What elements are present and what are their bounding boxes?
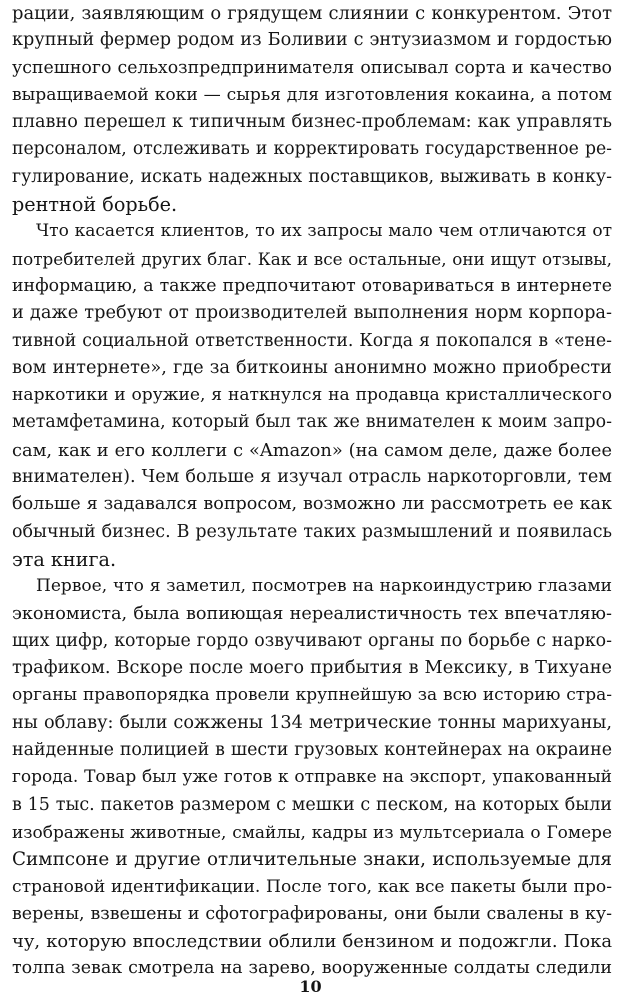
text-line: успешного сельхозпредпринимателя описывал сорта и качество [12,57,612,78]
text-line: тивной социальной ответственности. Когда я покопался в «тене- [12,330,612,351]
text-line: обычный бизнес. В результате таких размышлений и появилась [12,521,612,542]
text-line: экономиста, была вопиющая нереалистичность тех впечатляю- [12,603,612,624]
text-line: ны облаву: были сожжены 134 метрические тонны марихуаны, [12,712,612,733]
text-line: рентной борьбе. [12,193,178,217]
text-line: плавно перешел к типичным бизнес-проблемам: как управлять [12,112,612,133]
text-line: в 15 тыс. пакетов размером с мешки с песком, на которых были [12,794,612,815]
text-line: крупный фермер родом из Боливии с энтузиазмом и гордостью [12,30,612,51]
text-line: рации, заявляющим о грядущем слиянии с конкурентом. Этот [12,3,612,24]
text-line: Первое, что я заметил, посмотрев на наркоиндустрию глазами [36,576,612,597]
text-line: страновой идентификации. После того, как все пакеты были про- [12,876,612,897]
text-line: трафиком. Вскоре после моего прибытия в Мексику, в Тихуане [12,658,612,679]
text-line: толпа зевак смотрела на зарево, вооруженные солдаты следили [12,958,612,979]
text-line: щих цифр, которые гордо озвучивают органы по борьбе с нарко- [12,630,612,651]
text-line: больше я задавался вопросом, возможно ли рассмотреть ее как [12,494,612,515]
text-line: эта книга. [12,547,117,571]
text-line: Что касается клиентов, то их запросы мало чем отличаются от [36,221,612,242]
text-line: Симпсоне и другие отличительные знаки, используемые для [12,849,612,871]
text-line: изображены животные, смайлы, кадры из мультсериала о Гомере [12,821,612,842]
text-line: персоналом, отслеживать и корректировать государственное ре- [12,139,612,160]
text-line: внимателен). Чем больше я изучал отрасль наркоторговли, тем [12,467,612,488]
text-line: выращиваемой коки — сырья для изготовления кокаина, а потом [12,84,612,105]
text-line: сам, как и его коллеги с «Amazon» (на самом деле, даже более [12,439,612,461]
text-line: найденные полицией в шести грузовых контейнерах на окраине [12,740,612,761]
page-number: 10 [299,977,322,996]
text-line: и даже требуют от производителей выполнения норм корпора- [12,303,612,324]
text-line: чу, которую впоследствии облили бензином и подожгли. Пока [12,931,612,953]
text-line: гулирование, искать надежных поставщиков, выживать в конку- [12,166,612,187]
text-line: вом интернете», где за биткоины анонимно можно приобрести [12,357,612,378]
text-line: верены, взвешены и сфотографированы, они были свалены в ку- [12,903,612,924]
text-line: органы правопорядка провели крупнейшую за всю историю стра- [12,685,612,706]
body-text [12,0,612,983]
text-line: наркотики и оружие, я наткнулся на продавца кристаллического [12,385,612,406]
text-line: города. Товар был уже готов к отправке на экспорт, упакованный [12,767,612,788]
text-line: метамфетамина, который был так же внимателен к моим запро- [12,412,612,433]
text-line: информацию, а также предпочитают отовариваться в интернете [12,275,612,296]
text-line: потребителей других благ. Как и все остальные, они ищут отзывы, [12,248,612,269]
